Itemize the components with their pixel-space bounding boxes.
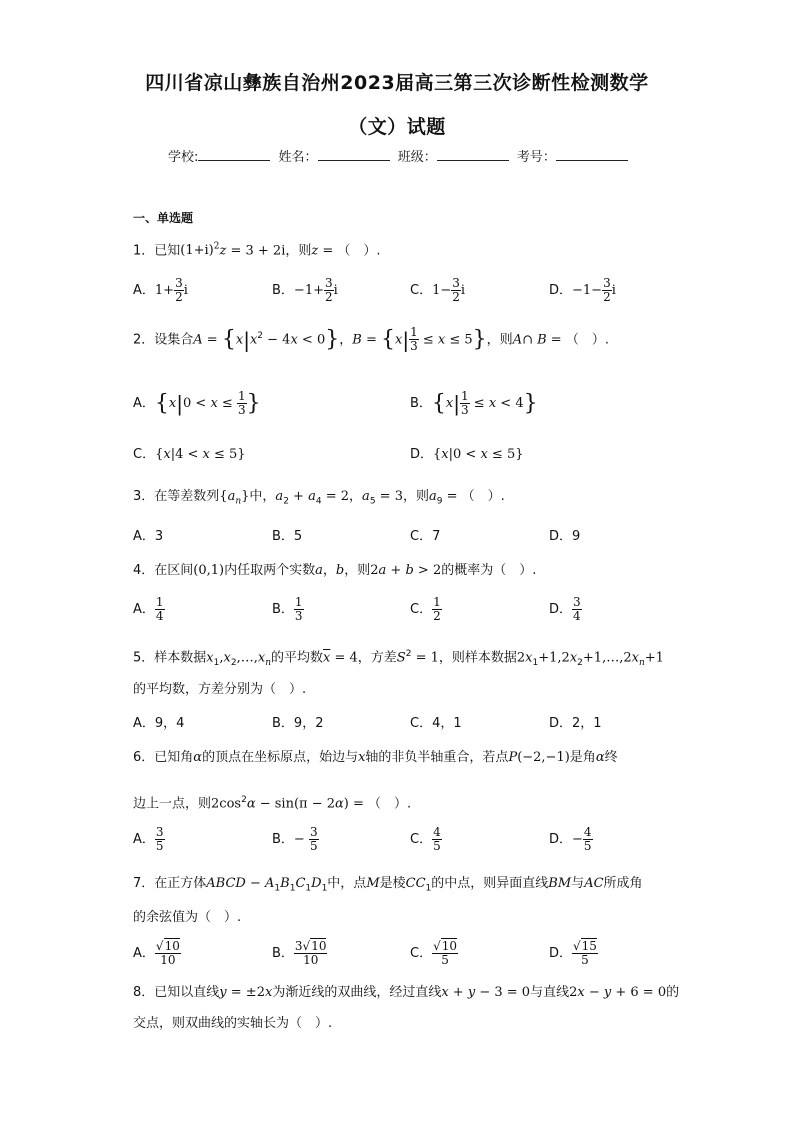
q5-option-a[interactable]: A．9，4 (133, 716, 185, 731)
question-4: 4．在区间(0,1)内任取两个实数a，b，则2a + b > 2的概率为（ ）. (133, 563, 537, 578)
q4-option-b[interactable]: B． $\frac{1}{3}$ (272, 595, 303, 623)
q5-option-d[interactable]: D．2，1 (549, 716, 602, 731)
question-3: 3．在等差数列$\{a_n\}$中，$a_2 + a_4 = 2$，$a_5 = 3$，则$a_9$ = （ ）. (133, 489, 505, 507)
class-blank (437, 148, 509, 161)
name-label: 姓名： (278, 150, 318, 165)
question-6: 6．已知角α的顶点在坐标原点，始边与x轴的非负半轴重合，若点P(−2,−1)是角α终 (133, 750, 618, 765)
question-8: 8．已知以直线y = ±2x为渐近线的双曲线，经过直线x + y − 3 = 0与直线2x − y + 6 = 0的 (133, 985, 680, 1000)
class-label: 班级： (397, 150, 437, 165)
question-8-line2: 交点，则双曲线的实轴长为（ ）. (133, 1016, 333, 1031)
q2-option-a[interactable]: A．{x|0 < x ≤ $\frac{1}{3}$ } (133, 389, 261, 417)
number-label: 考号： (516, 150, 556, 165)
q4-option-a[interactable]: A． $\frac{1}{4}$ (133, 595, 164, 623)
q6-option-b[interactable]: B．− $\frac{3}{5}$ (272, 825, 318, 853)
q6-option-a[interactable]: A． $\frac{3}{5}$ (133, 825, 164, 853)
q1-option-d[interactable]: D．−1− $\frac{3}{2}$ i (549, 276, 616, 304)
q7-option-b[interactable]: B． $\frac{3√10}{10}$ (272, 939, 327, 967)
exam-title-line2: （文）试题 (348, 116, 446, 138)
question-5-line2: 的平均数，方差分别为（ ）. (133, 682, 307, 697)
question-7-line2: 的余弦值为（ ）. (133, 910, 242, 925)
q2-option-b[interactable]: B．{x| $\frac{1}{3}$ ≤ x < 4} (410, 389, 538, 417)
q2-option-c[interactable]: C．{x|4 < x ≤ 5} (133, 447, 246, 462)
section-heading: 一、单选题 (133, 211, 194, 225)
q2-option-d[interactable]: D．{x|0 < x ≤ 5} (410, 447, 524, 462)
number-blank (556, 148, 628, 161)
q3-option-c[interactable]: C．7 (410, 529, 441, 544)
q4-option-d[interactable]: D． $\frac{3}{4}$ (549, 595, 581, 623)
q1-option-a[interactable]: A．1+ $\frac{3}{2}$ i (133, 276, 188, 304)
q5-option-b[interactable]: B．9，2 (272, 716, 324, 731)
q4-option-c[interactable]: C． $\frac{1}{2}$ (410, 595, 441, 623)
name-blank (318, 148, 390, 161)
q1-option-c[interactable]: C．1− $\frac{3}{2}$ i (410, 276, 466, 304)
exam-title-line1: 四川省凉山彝族自治州2023届高三第三次诊断性检测数学 (145, 72, 649, 94)
q5-option-c[interactable]: C．4，1 (410, 716, 462, 731)
school-blank (198, 148, 270, 161)
q7-option-a[interactable]: A． $\frac{√10}{10}$ (133, 939, 180, 967)
q6-option-c[interactable]: C． $\frac{4}{5}$ (410, 825, 441, 853)
q7-option-d[interactable]: D． $\frac{√15}{5}$ (549, 939, 597, 967)
question-2: 2．设集合$A = \{x|x^2 - 4x < 0\}$，B = {x| $\frac{1}{3}$ ≤ x ≤ 5}，则A∩ B = （ ）. (133, 325, 609, 354)
student-info-line (168, 146, 632, 165)
q3-option-d[interactable]: D．9 (549, 529, 581, 544)
question-1: 1．已知$(1+i)^2z = 3 + 2i$，则z = （ ）. (133, 242, 381, 259)
school-label: 学校: (168, 150, 199, 165)
q3-option-b[interactable]: B．5 (272, 529, 303, 544)
question-7: 7．在正方体ABCD − $A_1B_1C_1D_1$中，点M是棱$CC_1$的中点，则异面直线BM与AC所成角 (133, 876, 643, 894)
q3-option-a[interactable]: A．3 (133, 529, 164, 544)
q1-option-b[interactable]: B．−1+ $\frac{3}{2}$ i (272, 276, 338, 304)
q7-option-c[interactable]: C． $\frac{√10}{5}$ (410, 939, 458, 967)
question-5: 5．样本数据$x_1,x_2,\dots,x_n$的平均数$\overline{x} = 4$，方差$S^2 = 1$，则样本数据$2x_1+1,2x_2+1,\dots,2x_n+1$ (133, 649, 664, 668)
q6-option-d[interactable]: D．− $\frac{4}{5}$ (549, 825, 592, 853)
question-6-line2: 边上一点，则$2\cos^2\alpha - \sin(\pi - 2\alpha)$ = （ ）. (133, 795, 412, 812)
